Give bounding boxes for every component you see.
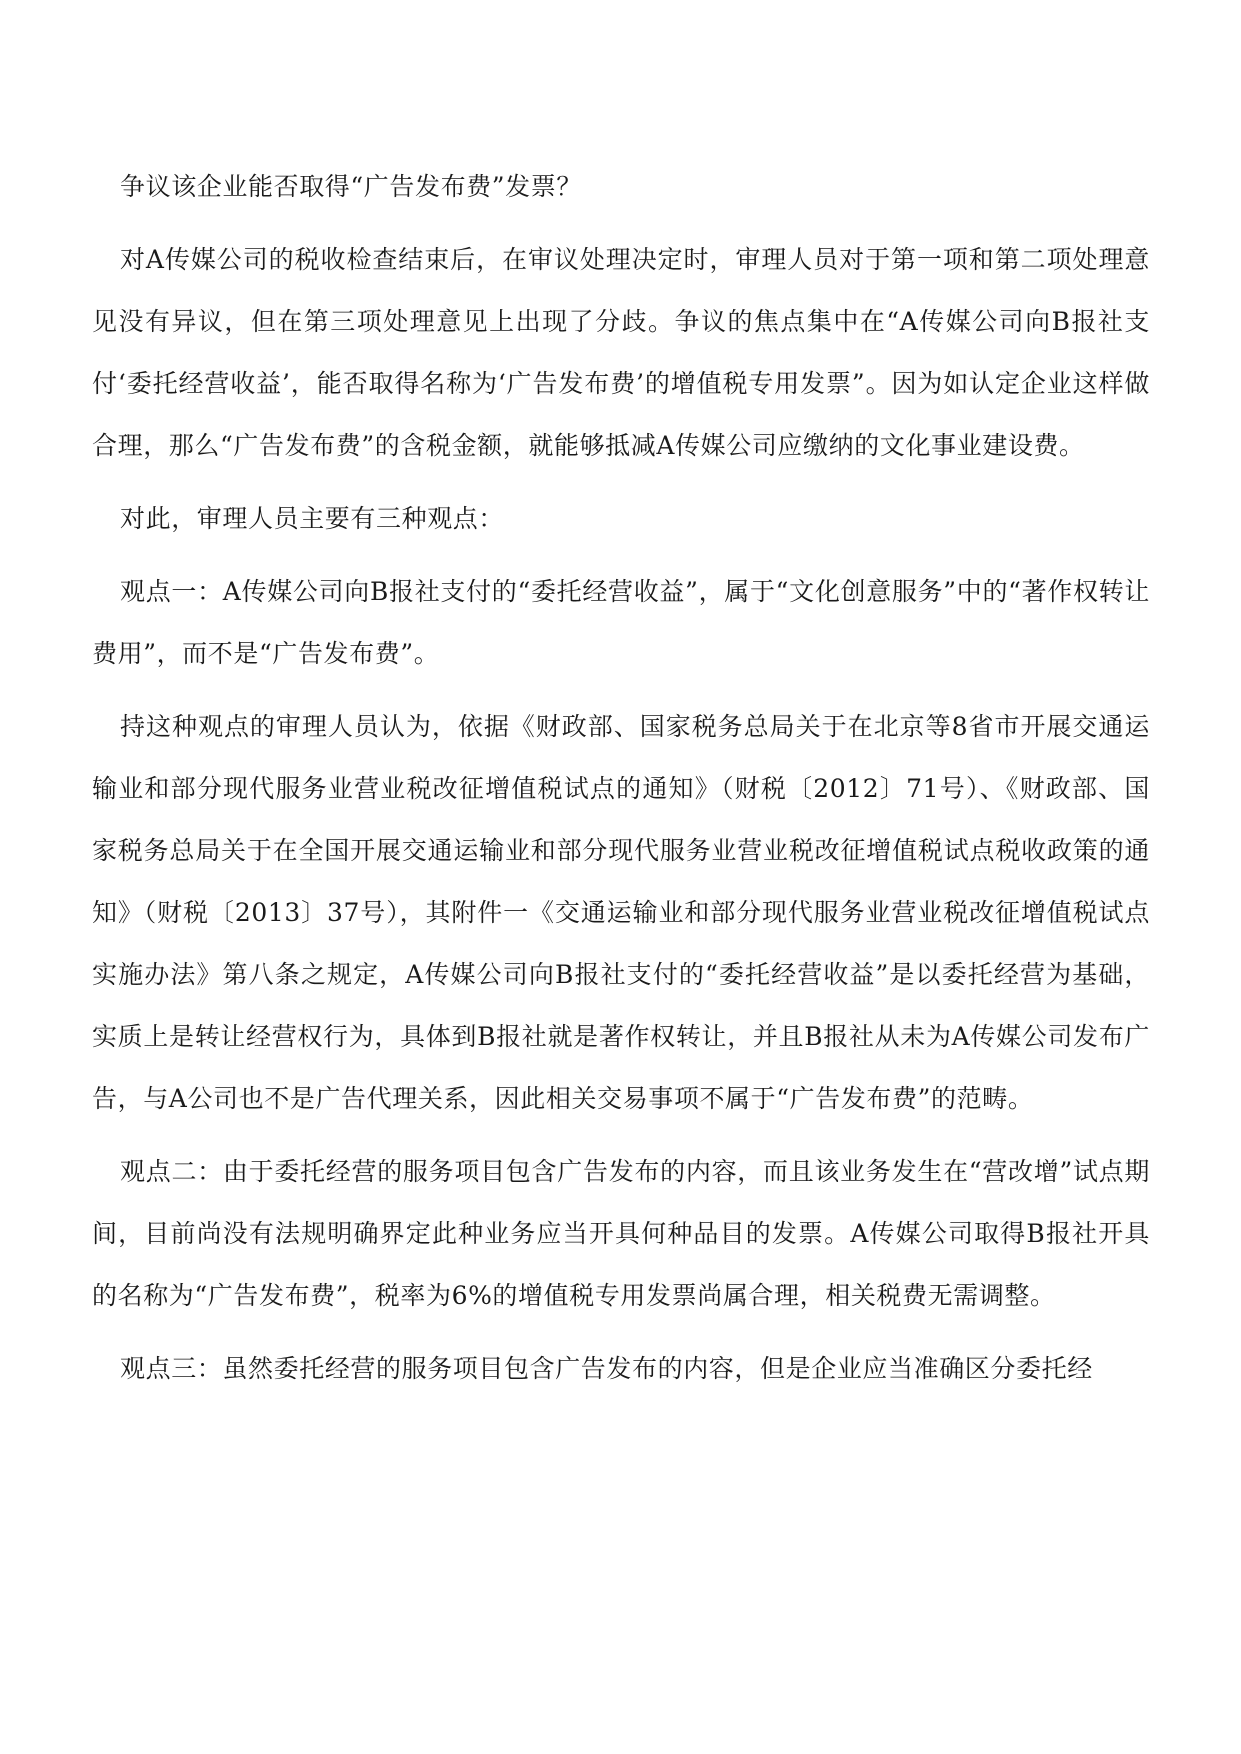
paragraph-view-one-reasoning: 持这种观点的审理人员认为，依据《财政部、国家税务总局关于在北京等8省市开展交通运输业和部分现代服务业营业税改征增值税试点的通知》（财税〔2012〕71号）、《财政部、国家税务总局关于在全国开展交通运输业和部分现代服务业营业税改征增值税试点税收政策的通知》（财税〔2013〕37号），其附件一《交通运输业和部分现代服务业营业税改征增值税试点实施办法》第八条之规定，A传媒公司向B报社支付的“委托经营收益”是以委托经营为基础，实质上是转让经营权行为，具体到B报社就是著作权转让，并且B报社从未为A传媒公司发布广告，与A公司也不是广告代理关系，因此相关交易事项不属于“广告发布费”的范畴。 (92, 712, 1150, 1113)
document-page (92, 156, 1150, 1411)
paragraph-view-one: 观点一：A传媒公司向B报社支付的“委托经营收益”，属于“文化创意服务”中的“著作权转让费用”，而不是“广告发布费”。 (92, 577, 1150, 668)
paragraph-view-two: 观点二：由于委托经营的服务项目包含广告发布的内容，而且该业务发生在“营改增”试点期间，目前尚没有法规明确界定此种业务应当开具何种品目的发票。A传媒公司取得B报社开具的名称为“广告发布费”，税率为6%的增值税专用发票尚属合理，相关税费无需调整。 (92, 1157, 1150, 1310)
paragraph-view-three: 观点三：虽然委托经营的服务项目包含广告发布的内容，但是企业应当准确区分委托经 (120, 1354, 1093, 1383)
paragraph-dispute: 对A传媒公司的税收检查结束后，在审议处理决定时，审理人员对于第一项和第二项处理意见没有异议，但在第三项处理意见上出现了分歧。争议的焦点集中在“A传媒公司向B报社支付‘委托经营收益’，能否取得名称为‘广告发布费’的增值税专用发票”。因为如认定企业这样做合理，那么“广告发布费”的含税金额，就能够抵减A传媒公司应缴纳的文化事业建设费。 (92, 245, 1150, 460)
paragraph-views-intro: 对此，审理人员主要有三种观点： (120, 504, 505, 533)
paragraph-question: 争议该企业能否取得“广告发布费”发票？ (120, 172, 582, 201)
